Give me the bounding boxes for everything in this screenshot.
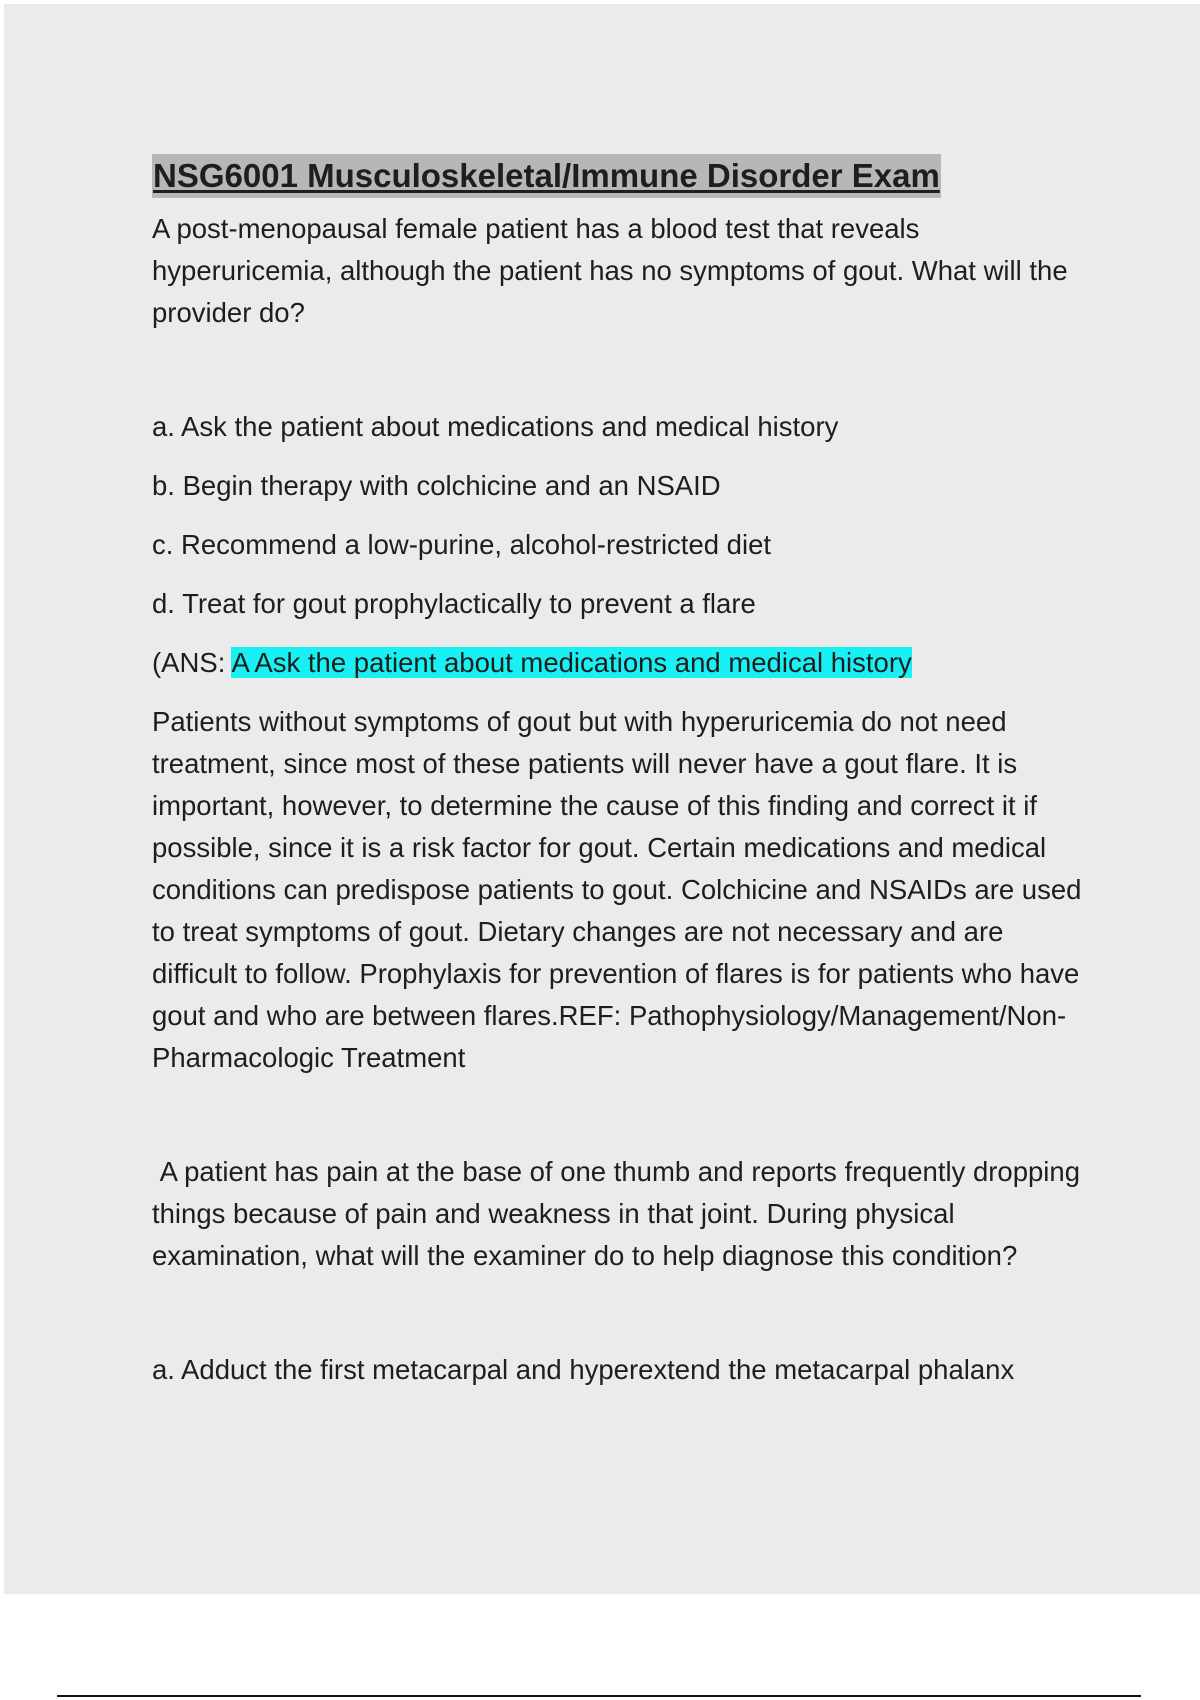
document-page [4,4,1200,1594]
question-1-option-b: b. Begin therapy with colchicine and an NSAID [152,470,721,501]
question-1-option-d: d. Treat for gout prophylactically to prevent a flare [152,588,756,619]
spacer [152,1079,1092,1151]
spacer [152,1277,1092,1349]
question-1-option-a: a. Ask the patient about medications and medical history [152,411,839,442]
spacer [152,334,1092,406]
answer-highlight: A Ask the patient about medications and medical history [231,647,912,678]
answer-prefix: (ANS: [152,647,232,678]
question-2-option-a: a. Adduct the first metacarpal and hyperextend the metacarpal phalanx [152,1354,1015,1385]
document-title: NSG6001 Musculoskeletal/Immune Disorder Exam [152,154,941,198]
question-2-stem-text: A patient has pain at the base of one thumb and reports frequently dropping things because of pain and weakness in that joint. During physical examination, what will the examiner do to help diagnose this condition? [152,1156,1081,1271]
question-1-stem: A post-menopausal female patient has a blood test that reveals hyperuricemia, although the patient has no symptoms of gout. What will the provider do? [152,213,1068,328]
question-2-stem [152,1151,1092,1277]
question-1-answer-line [152,642,1092,684]
question-1-option-c: c. Recommend a low-purine, alcohol-restricted diet [152,529,772,560]
footer-rule [57,1695,1141,1697]
question-1-rationale: Patients without symptoms of gout but with hyperuricemia do not need treatment, since most of these patients will never have a gout flare. It is important, however, to determine the cause of this finding and correct it if possible, since it is a risk factor for gout. Certain medications and medical conditions can predispose patients to gout. Colchicine and NSAIDs are used to treat symptoms of gout. Dietary changes are not necessary and are difficult to follow. Prophylaxis for prevention of flares is for patients who have gout and who are between flares.REF: Pathophysiology/Management/Non-Pharmacologic Treatment [152,706,1082,1073]
document-content [152,154,1092,1408]
